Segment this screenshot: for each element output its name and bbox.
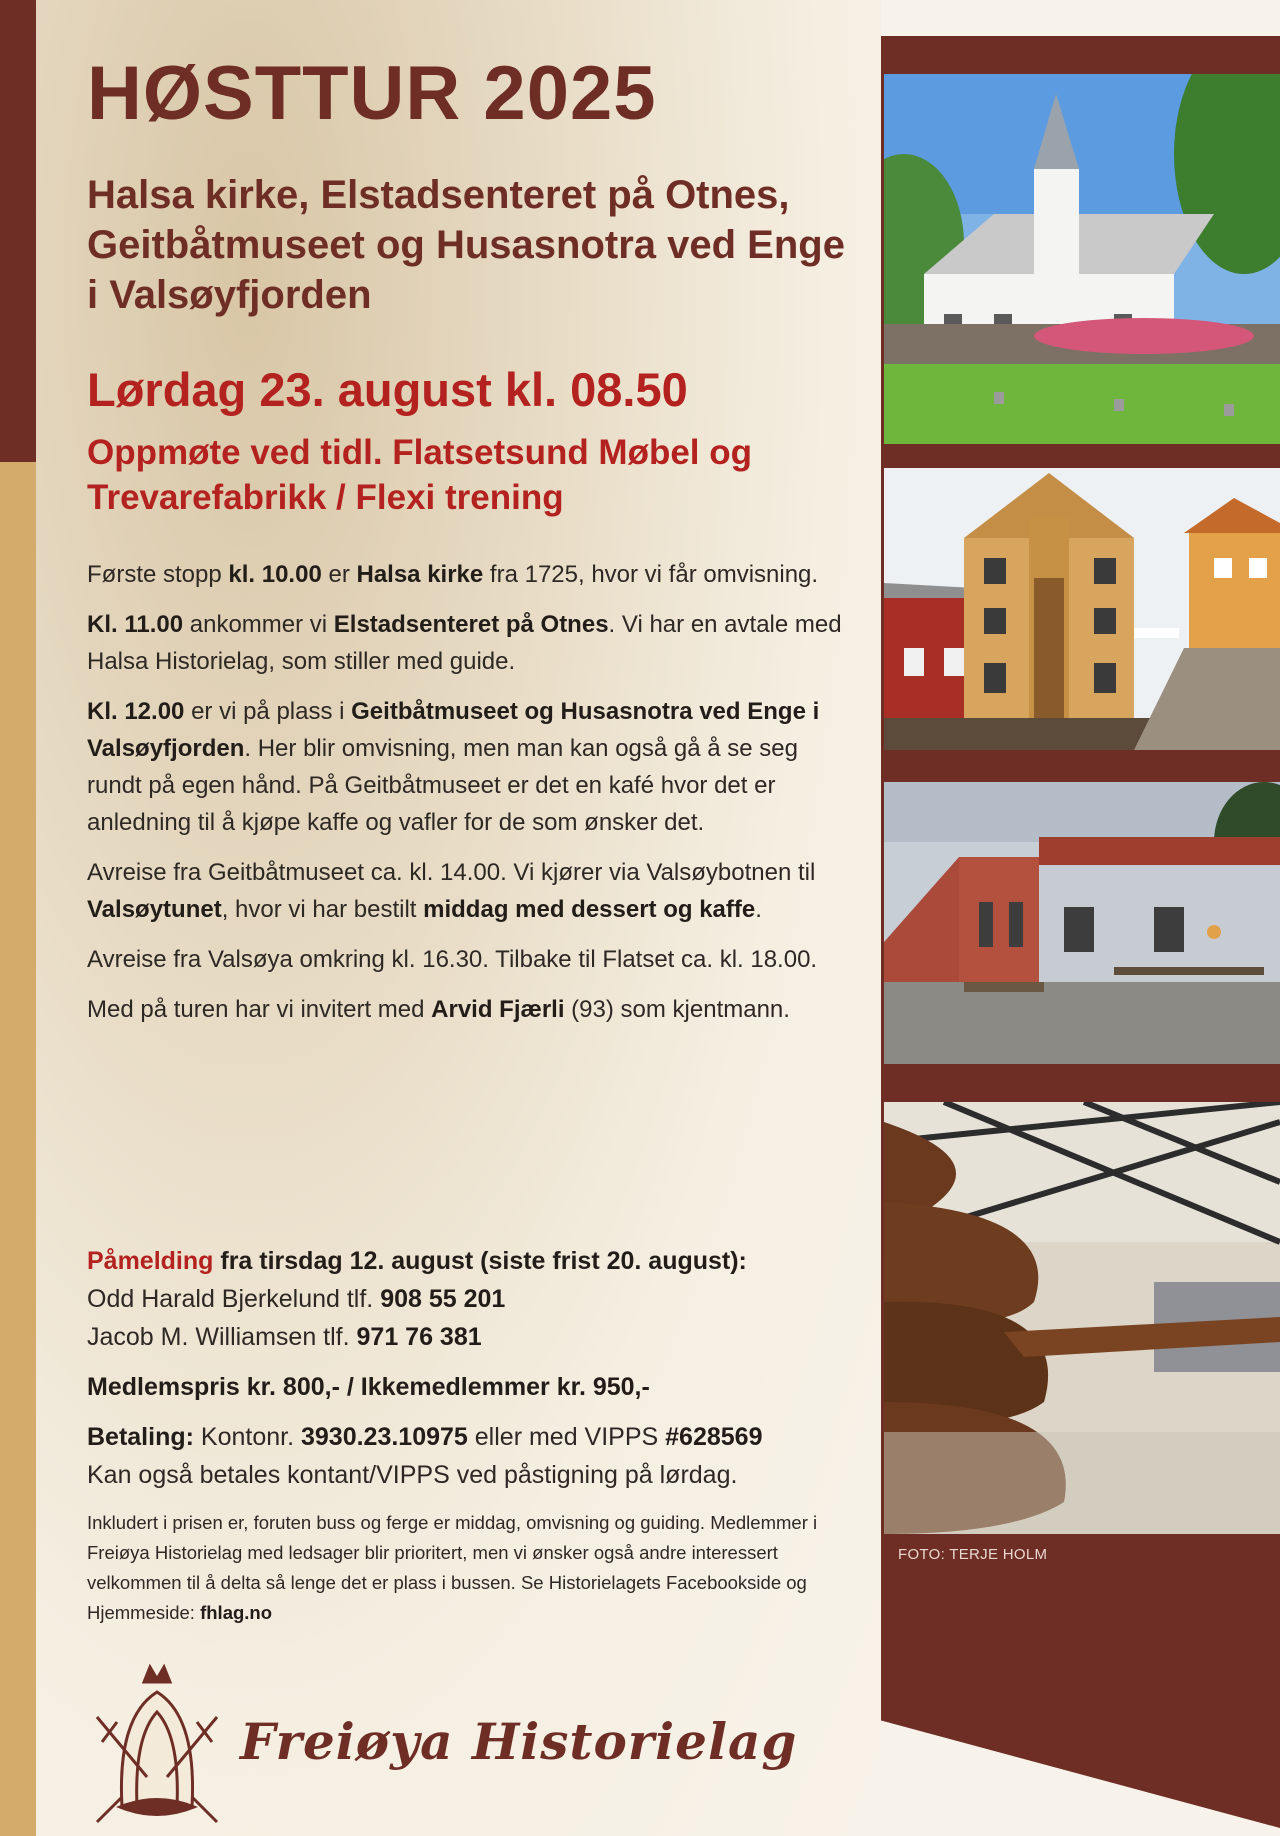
itinerary-stop-1: Første stopp kl. 10.00 er Halsa kirke fra 1725, hvor vi får omvisning. <box>87 561 819 588</box>
crest-logo-icon <box>92 1657 222 1832</box>
registration-label: Påmelding <box>87 1247 214 1275</box>
payment-info: Betaling: Kontonr. 3930.23.10975 eller med VIPPS #628569 Kan også betales kontant/VIPPS ved påstigning på lørdag. <box>87 1423 763 1489</box>
itinerary-guide: Med på turen har vi invitert med Arvid Fjærli (93) som kjentmann. <box>87 996 790 1023</box>
contact-phone-2: 971 76 381 <box>356 1323 482 1351</box>
itinerary-stop-2: Kl. 11.00 ankommer vi Elstadsenteret på Otnes. Vi har en avtale med Halsa Historielag, som stiller med guide. <box>87 611 842 675</box>
registration-info: Påmelding fra tirsdag 12. august (siste frist 20. august): Odd Harald Bjerkelund tlf. 908 55 201 Jacob M. Williamsen tlf. 971 76 381 <box>87 1247 747 1351</box>
photo-halsa-church <box>884 74 1280 444</box>
website-link[interactable]: fhlag.no <box>200 1602 273 1623</box>
fine-print: Inkludert i prisen er, foruten buss og ferge er middag, omvisning og guiding. Medlemmer i Freiøya Historielag med ledsager blir prioritert, men vi ønsker også andre interessert velkommen til å delta så lenge det er plass i bussen. Se Historielagets Facebookside og Hjemmeside: fhlag.no <box>87 1512 818 1623</box>
left-accent-stripe-top <box>0 0 36 462</box>
itinerary-stop-3: Kl. 12.00 er vi på plass i Geitbåtmuseet og Husasnotra ved Enge i Valsøyfjorden. Her blir omvisning, men man kan også gå å se seg rundt på egen hånd. På Geitbåtmuseet er det en kafé hvor det er anledning til å kjøpe kaffe og vafler for de som ønsker det. <box>87 698 820 836</box>
trip-date: Lørdag 23. august kl. 08.50 <box>87 363 688 416</box>
price-info: Medlemspris kr. 800,- / Ikkemedlemmer kr. 950,- <box>87 1373 650 1401</box>
photo-elstadsenteret-otnes <box>884 468 1280 750</box>
vipps-number: #628569 <box>665 1423 763 1451</box>
trip-subtitle: Halsa kirke, Elstadsenteret på Otnes, Geitbåtmuseet og Husasnotra ved Enge i Valsøyfjorden <box>87 173 845 317</box>
photo-geitbatmuseet-boats <box>884 1102 1280 1534</box>
registration-block <box>87 1242 857 1506</box>
meeting-point: Oppmøte ved tidl. Flatsetsund Møbel og Trevarefabrikk / Flexi trening <box>87 433 753 517</box>
left-accent-stripe-bottom <box>0 462 36 1836</box>
contact-phone-1: 908 55 201 <box>380 1285 506 1313</box>
photo-geitbatmuseet-exterior <box>884 782 1280 1064</box>
itinerary-return: Avreise fra Valsøya omkring kl. 16.30. Tilbake til Flatset ca. kl. 18.00. <box>87 946 818 973</box>
photo-credit: FOTO: TERJE HOLM <box>898 1546 1048 1563</box>
organization-name: Freiøya Historielag <box>240 1712 798 1771</box>
itinerary <box>87 556 847 1041</box>
page-title: HØSTTUR 2025 <box>87 51 657 136</box>
account-number: 3930.23.10975 <box>300 1423 468 1451</box>
itinerary-stop-4: Avreise fra Geitbåtmuseet ca. kl. 14.00. Vi kjører via Valsøybotnen til Valsøytunet, hvor vi har bestilt middag med dessert og kaffe. <box>87 859 816 923</box>
